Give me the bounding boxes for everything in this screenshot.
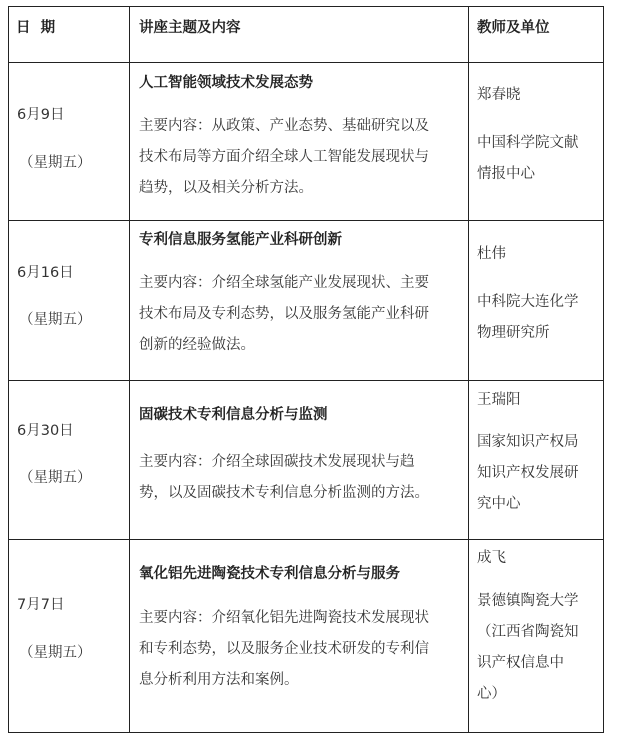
- header-date: 日 期: [16, 20, 56, 36]
- content-line: 趋势，以及相关分析方法。: [139, 180, 313, 196]
- row-divider: [8, 220, 604, 221]
- row-teacher: 杜伟: [477, 246, 506, 262]
- org-line: 心）: [477, 686, 506, 702]
- row-date: 6月16日: [17, 265, 74, 281]
- row-title: 专利信息服务氢能产业科研创新: [139, 232, 342, 248]
- content-line: 势，以及固碳技术专利信息分析监测的方法。: [139, 485, 429, 501]
- row-teacher: 王瑞阳: [477, 392, 521, 408]
- row-date: 6月30日: [17, 423, 74, 439]
- table-border-top: [8, 6, 604, 7]
- org-line: 知识产权发展研: [477, 465, 579, 481]
- content-line: 息分析利用方法和案例。: [139, 672, 299, 688]
- schedule-table: [8, 6, 604, 733]
- header-divider: [8, 62, 604, 63]
- header-teacher: 教师及单位: [477, 20, 550, 36]
- row-title: 人工智能领域技术发展态势: [139, 75, 313, 91]
- row-date: 7月7日: [17, 597, 65, 613]
- content-line: 技术布局等方面介绍全球人工智能发展现状与: [139, 149, 429, 165]
- row-teacher: 郑春晓: [477, 87, 521, 103]
- content-line: 主要内容：介绍氧化铝先进陶瓷技术发展现状: [139, 610, 429, 626]
- content-line: 创新的经验做法。: [139, 337, 255, 353]
- row-title: 固碳技术专利信息分析与监测: [139, 407, 328, 423]
- org-line: 识产权信息中: [477, 655, 564, 671]
- row-content: [139, 268, 429, 361]
- org-line: 景德镇陶瓷大学: [477, 593, 579, 609]
- row-title: 氧化铝先进陶瓷技术专利信息分析与服务: [139, 566, 400, 582]
- header-topic: 讲座主题及内容: [139, 20, 241, 36]
- content-line: 主要内容：介绍全球氢能产业发展现状、主要: [139, 275, 429, 291]
- org-line: 国家知识产权局: [477, 434, 579, 450]
- row-org: [477, 427, 579, 520]
- row-org: [477, 128, 579, 190]
- org-line: 情报中心: [477, 166, 535, 182]
- content-line: 技术布局及专利态势，以及服务氢能产业科研: [139, 306, 429, 322]
- row-divider: [8, 539, 604, 540]
- content-line: 主要内容：从政策、产业态势、基础研究以及: [139, 118, 429, 134]
- org-line: 物理研究所: [477, 325, 550, 341]
- org-line: 中国科学院文献: [477, 135, 579, 151]
- org-line: 中科院大连化学: [477, 294, 579, 310]
- row-weekday: （星期五）: [19, 155, 92, 171]
- row-teacher: 成飞: [477, 550, 506, 566]
- row-weekday: （星期五）: [19, 312, 92, 328]
- column-divider: [468, 6, 469, 733]
- table-border-right: [603, 6, 604, 733]
- row-weekday: （星期五）: [19, 645, 92, 661]
- table-border-bottom: [8, 732, 604, 733]
- column-divider: [129, 6, 130, 733]
- content-line: 和专利态势，以及服务企业技术研发的专利信: [139, 641, 429, 657]
- row-weekday: （星期五）: [19, 470, 92, 486]
- row-content: [139, 111, 429, 204]
- org-line: （江西省陶瓷知: [477, 624, 579, 640]
- row-content: [139, 447, 429, 509]
- table-border-left: [8, 6, 9, 733]
- org-line: 究中心: [477, 496, 521, 512]
- row-content: [139, 603, 429, 696]
- row-date: 6月9日: [17, 107, 65, 123]
- row-org: [477, 586, 579, 710]
- content-line: 主要内容：介绍全球固碳技术发展现状与趋: [139, 454, 415, 470]
- row-org: [477, 287, 579, 349]
- row-divider: [8, 380, 604, 381]
